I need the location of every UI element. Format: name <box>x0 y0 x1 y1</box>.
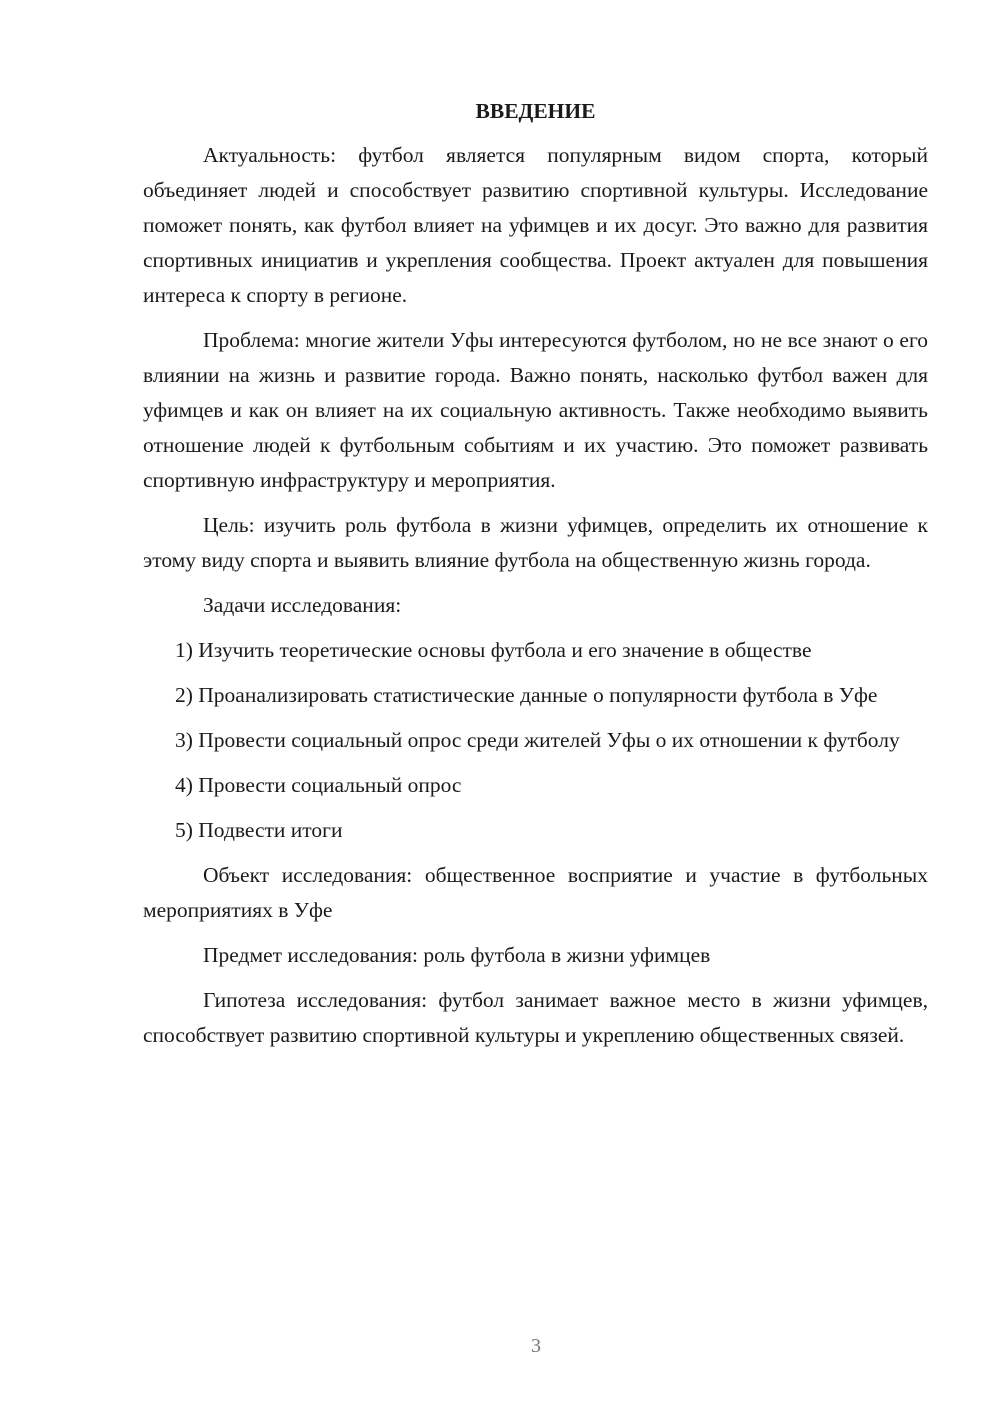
subject-paragraph: Предмет исследования: роль футбола в жизни уфимцев <box>203 943 711 967</box>
task-item: 4) Провести социальный опрос <box>175 773 462 797</box>
hypothesis-paragraph: Гипотеза исследования: футбол занимает важное место в жизни уфимцев, способствует развитию спортивной культуры и укреплению общественных связей. <box>143 988 928 1047</box>
task-item: 1) Изучить теоретические основы футбола и его значение в обществе <box>175 638 812 662</box>
task-item: 3) Провести социальный опрос среди жителей Уфы о их отношении к футболу <box>175 728 900 752</box>
goal-paragraph: Цель: изучить роль футбола в жизни уфимцев, определить их отношение к этому виду спорта и выявить влияние футбола на общественную жизнь города. <box>143 513 928 572</box>
problem-paragraph: Проблема: многие жители Уфы интересуются футболом, но не все знают о его влиянии на жизнь и развитие города. Важно понять, насколько футбол важен для уфимцев и как он влияет на их социальную активность. Также необходимо выявить отношение людей к футбольным событиям и их участию. Это поможет развивать спортивную инфраструктуру и мероприятия. <box>143 328 928 492</box>
relevance-paragraph: Актуальность: футбол является популярным видом спорта, который объединяет людей и способствует развитию спортивной культуры. Исследование поможет понять, как футбол влияет на уфимцев и их досуг. Это важно для развития спортивных инициатив и укрепления сообщества. Проект актуален для повышения интереса к спорту в регионе. <box>143 143 928 307</box>
page-number: 3 <box>531 1335 541 1357</box>
object-paragraph: Объект исследования: общественное восприятие и участие в футбольных мероприятиях в Уфе <box>143 863 928 922</box>
document-page <box>143 96 928 1063</box>
tasks-heading: Задачи исследования: <box>203 593 402 617</box>
task-item: 5) Подвести итоги <box>175 818 343 842</box>
task-item: 2) Проанализировать статистические данные о популярности футбола в Уфе <box>175 683 878 707</box>
section-title: ВВЕДЕНИЕ <box>475 99 596 123</box>
